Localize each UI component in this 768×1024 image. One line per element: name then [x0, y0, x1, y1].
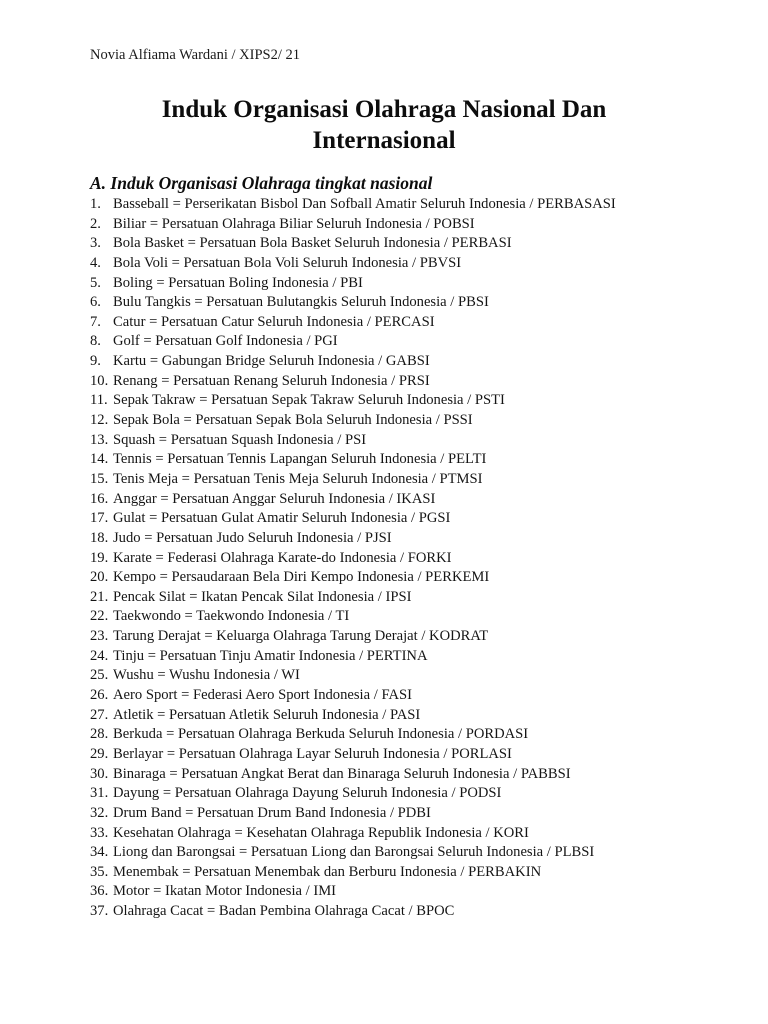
list-item-text: Berkuda = Persatuan Olahraga Berkuda Seluruh Indonesia / PORDASI — [113, 726, 529, 743]
list-item-text: Catur = Persatuan Catur Seluruh Indonesia / PERCASI — [113, 313, 435, 330]
list-item-text: Liong dan Barongsai = Persatuan Liong dan Barongsai Seluruh Indonesia / PLBSI — [113, 844, 595, 861]
list-item-number: 34. — [90, 844, 109, 861]
list-item-number: 7. — [90, 313, 101, 330]
list-item-number: 17. — [90, 510, 109, 527]
list-item-number: 35. — [90, 863, 109, 880]
list-item-text: Biliar = Persatuan Olahraga Biliar Seluruh Indonesia / POBSI — [113, 215, 475, 232]
list-item-text: Tenis Meja = Persatuan Tenis Meja Seluruh Indonesia / PTMSI — [113, 470, 483, 487]
list-item-text: Tennis = Persatuan Tennis Lapangan Seluruh Indonesia / PELTI — [113, 451, 487, 468]
list-item-text: Olahraga Cacat = Badan Pembina Olahraga Cacat / BPOC — [113, 903, 455, 920]
list-item-number: 37. — [90, 903, 109, 920]
list-item-number: 14. — [90, 451, 109, 468]
list-item-number: 23. — [90, 628, 109, 645]
list-item-text: Motor = Ikatan Motor Indonesia / IMI — [113, 883, 337, 900]
list-item-text: Atletik = Persatuan Atletik Seluruh Indonesia / PASI — [113, 706, 421, 723]
list-item-number: 20. — [90, 569, 109, 586]
list-item-text: Berlayar = Persatuan Olahraga Layar Seluruh Indonesia / PORLASI — [113, 745, 512, 762]
list-item-text: Wushu = Wushu Indonesia / WI — [113, 667, 300, 684]
list-item-number: 15. — [90, 470, 109, 487]
list-item-text: Karate = Federasi Olahraga Karate-do Indonesia / FORKI — [113, 549, 452, 566]
list-item-text: Basseball = Perserikatan Bisbol Dan Sofball Amatir Seluruh Indonesia / PERBASASI — [113, 196, 616, 212]
author-header: Novia Alfiama Wardani / XIPS2/ 21 — [90, 47, 300, 63]
list-item-number: 16. — [90, 490, 109, 507]
list-item-number: 21. — [90, 588, 109, 605]
list-item-text: Tarung Derajat = Keluarga Olahraga Tarung Derajat / KODRAT — [113, 628, 489, 645]
list-item-text: Dayung = Persatuan Olahraga Dayung Seluruh Indonesia / PODSI — [113, 785, 502, 802]
list-item-text: Aero Sport = Federasi Aero Sport Indonesia / FASI — [113, 687, 412, 704]
list-item-number: 13. — [90, 431, 109, 448]
list-item-number: 22. — [90, 608, 109, 625]
list-item-text: Bola Voli = Persatuan Bola Voli Seluruh Indonesia / PBVSI — [113, 254, 462, 271]
list-item-text: Sepak Bola = Persatuan Sepak Bola Seluruh Indonesia / PSSI — [113, 412, 473, 429]
list-item-number: 25. — [90, 667, 109, 684]
list-item-text: Judo = Persatuan Judo Seluruh Indonesia / PJSI — [113, 529, 392, 546]
list-item-number: 18. — [90, 529, 109, 546]
list-item-text: Anggar = Persatuan Anggar Seluruh Indonesia / IKASI — [113, 490, 436, 507]
page-title — [0, 94, 768, 156]
list-item-number: 29. — [90, 745, 109, 762]
list-item-number: 10. — [90, 372, 109, 389]
list-item-text: Sepak Takraw = Persatuan Sepak Takraw Seluruh Indonesia / PSTI — [113, 392, 505, 409]
list-item-text: Kartu = Gabungan Bridge Seluruh Indonesia / GABSI — [113, 353, 430, 370]
list-item-text: Bola Basket = Persatuan Bola Basket Seluruh Indonesia / PERBASI — [113, 235, 512, 252]
list-item-number: 4. — [90, 254, 101, 271]
list-item-text: Menembak = Persatuan Menembak dan Berburu Indonesia / PERBAKIN — [113, 863, 542, 880]
list-item-text: Renang = Persatuan Renang Seluruh Indonesia / PRSI — [113, 372, 430, 389]
list-item-number: 27. — [90, 706, 109, 723]
list-item-number: 19. — [90, 549, 109, 566]
list-item-text: Kempo = Persaudaraan Bela Diri Kempo Indonesia / PERKEMI — [113, 569, 490, 586]
list-item-text: Pencak Silat = Ikatan Pencak Silat Indonesia / IPSI — [113, 588, 412, 605]
list-item-number: 11. — [90, 392, 108, 409]
list-item-number: 24. — [90, 647, 109, 664]
list-item-text: Squash = Persatuan Squash Indonesia / PSI — [113, 431, 367, 448]
list-item-number: 30. — [90, 765, 109, 782]
section-heading-national: A. Induk Organisasi Olahraga tingkat nasional — [90, 173, 433, 193]
list-item-number: 36. — [90, 883, 109, 900]
list-item-number: 1. — [90, 196, 101, 212]
list-item-number: 28. — [90, 726, 109, 743]
list-item-number: 32. — [90, 804, 109, 821]
list-item-text: Binaraga = Persatuan Angkat Berat dan Binaraga Seluruh Indonesia / PABBSI — [113, 765, 571, 782]
list-item-number: 31. — [90, 785, 109, 802]
list-item-number: 33. — [90, 824, 109, 841]
list-item-text: Drum Band = Persatuan Drum Band Indonesia / PDBI — [113, 804, 431, 821]
list-item-text: Kesehatan Olahraga = Kesehatan Olahraga Republik Indonesia / KORI — [113, 824, 529, 841]
list-item-text: Taekwondo = Taekwondo Indonesia / TI — [113, 608, 350, 625]
list-item-number: 6. — [90, 294, 101, 311]
list-item-text: Golf = Persatuan Golf Indonesia / PGI — [113, 333, 338, 350]
list-item-text: Tinju = Persatuan Tinju Amatir Indonesia / PERTINA — [113, 647, 428, 664]
list-item-text: Bulu Tangkis = Persatuan Bulutangkis Seluruh Indonesia / PBSI — [113, 294, 489, 311]
list-item-number: 8. — [90, 333, 101, 350]
list-item-number: 12. — [90, 412, 109, 429]
list-item-text: Gulat = Persatuan Gulat Amatir Seluruh Indonesia / PGSI — [113, 510, 451, 527]
list-item-number: 9. — [90, 353, 101, 370]
list-item-number: 5. — [90, 274, 101, 291]
list-item-number: 26. — [90, 687, 109, 704]
list-item-text: Boling = Persatuan Boling Indonesia / PBI — [113, 274, 363, 291]
list-item-number: 3. — [90, 235, 101, 252]
page-title-line-2: Internasional — [312, 127, 456, 154]
list-item-number: 2. — [90, 215, 101, 232]
page-title-line-1: Induk Organisasi Olahraga Nasional Dan — [161, 96, 607, 123]
